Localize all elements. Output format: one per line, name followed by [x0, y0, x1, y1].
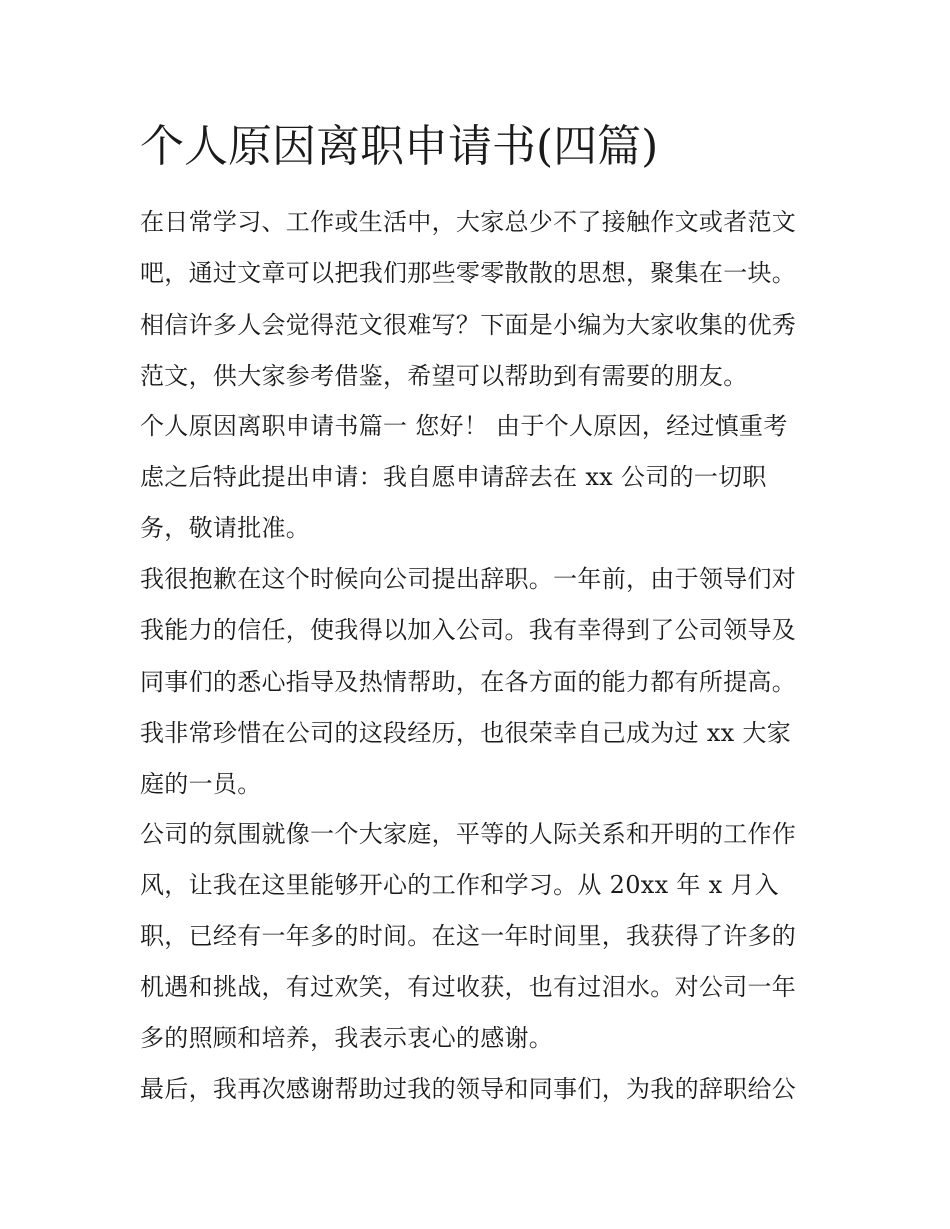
- body-line: 公司的氛围就像一个大家庭，平等的人际关系和开明的工作作: [140, 820, 797, 848]
- body-line: 务，敬请批准。: [140, 514, 311, 542]
- body-line: 相信许多人会觉得范文很难写？下面是小编为大家收集的优秀: [140, 311, 797, 339]
- body-line: 风，让我在这里能够开心的工作和学习。从 20xx 年 x 月入: [140, 871, 779, 899]
- document-title: 个人原因离职申请书(四篇): [140, 121, 659, 172]
- body-line: 庭的一员。: [140, 770, 262, 798]
- body-line: 虑之后特此提出申请：我自愿申请辞去在 xx 公司的一切职: [140, 463, 767, 491]
- body-line: 在日常学习、工作或生活中，大家总少不了接触作文或者范文: [140, 208, 797, 236]
- body-line: 同事们的悉心指导及热情帮助，在各方面的能力都有所提高。: [140, 668, 797, 696]
- body-line: 最后，我再次感谢帮助过我的领导和同事们，为我的辞职给公: [140, 1075, 797, 1103]
- body-line: 我能力的信任，使我得以加入公司。我有幸得到了公司领导及: [140, 616, 797, 644]
- body-line: 机遇和挑战，有过欢笑，有过收获，也有过泪水。对公司一年: [140, 973, 797, 1001]
- body-line: 多的照顾和培养，我表示衷心的感谢。: [140, 1024, 554, 1052]
- body-line: 职，已经有一年多的时间。在这一年时间里，我获得了许多的: [140, 922, 797, 950]
- body-line: 个人原因离职申请书篇一 您好！ 由于个人原因，经过慎重考: [140, 412, 788, 440]
- body-line: 吧，通过文章可以把我们那些零零散散的思想，聚集在一块。: [140, 259, 797, 287]
- body-line: 我很抱歉在这个时候向公司提出辞职。一年前，由于领导们对: [140, 565, 797, 593]
- body-line: 范文，供大家参考借鉴，希望可以帮助到有需要的朋友。: [140, 362, 748, 390]
- body-line: 我非常珍惜在公司的这段经历，也很荣幸自己成为过 xx 大家: [140, 719, 792, 747]
